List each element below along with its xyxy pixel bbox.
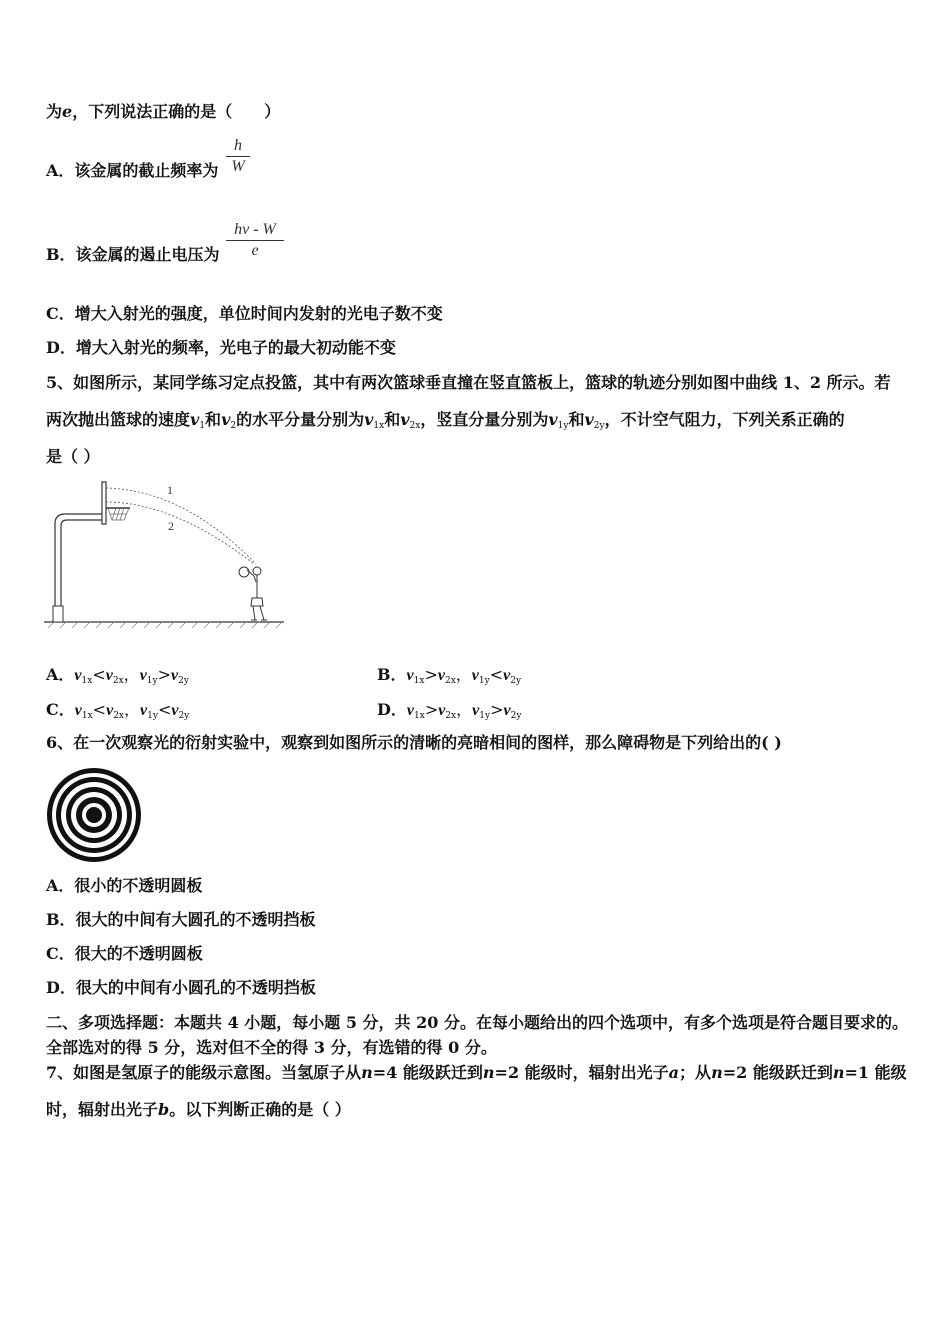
trajectory-label-2: 2	[168, 519, 174, 533]
q6-option-b: B．很大的中间有大圆孔的不透明挡板	[46, 910, 316, 929]
q5-stem-line3: 是（ ）	[46, 447, 100, 466]
trajectory-label-1: 1	[167, 483, 173, 497]
q4-option-b-fraction: hν - W e	[226, 221, 284, 260]
q7-stem-line1: 7、如图是氢原子的能级示意图。当氢原子从n=4 能级跃迁到n=2 能级时，辐射出光子a；从n=2 能级跃迁到n=1 能级	[46, 1063, 907, 1082]
q6-option-c: C．很大的不透明圆板	[46, 944, 203, 963]
q5-option-a: A．$v_{1x}<v_{2x}$，$v_{1y}>v_{2y}$	[46, 665, 189, 686]
q4-option-a-fraction: h W	[226, 137, 250, 176]
backboard	[102, 482, 106, 524]
ground-hatching	[48, 622, 282, 628]
player-figure	[239, 567, 267, 620]
basketball-figure	[44, 478, 284, 630]
q5-option-d: D．$v_{1x}>v_{2x}$，$v_{1y}>v_{2y}$	[377, 700, 522, 721]
q4-option-b: B．该金属的遏止电压为	[46, 245, 220, 264]
q4-stem-tail: 为e，下列说法正确的是（ ）	[46, 102, 281, 121]
q7-stem-line2: 时，辐射出光子b。以下判断正确的是（ ）	[46, 1100, 351, 1119]
pole-base	[53, 606, 63, 622]
diffraction-pattern	[46, 767, 142, 863]
pole-outer	[55, 514, 102, 606]
q5-stem-line2: 两次抛出篮球的速度$v_1$和$v_2$的水平分量分别为$v_{1x}$和$v_{2x}$，竖直分量分别为$v_{1y}$和$v_{2y}$，不计空气阻力，下列关系正确的	[46, 410, 845, 431]
q5-option-b: B．$v_{1x}>v_{2x}$，$v_{1y}<v_{2y}$	[377, 665, 522, 686]
q4-option-d: D．增大入射光的频率，光电子的最大初动能不变	[46, 338, 396, 357]
trajectory-2	[106, 502, 254, 564]
pole-inner	[61, 520, 102, 606]
hoop-net	[108, 508, 129, 520]
q4-option-a: A．该金属的截止频率为	[46, 161, 219, 180]
q5-stem-line1: 5、如图所示，某同学练习定点投篮，其中有两次篮球垂直撞在竖直篮板上，篮球的轨迹分别如图中曲线 1、2 所示。若	[46, 373, 891, 392]
section2-heading-line1: 二、多项选择题：本题共 4 小题，每小题 5 分，共 20 分。在每小题给出的四个选项中，有多个选项是符合题目要求的。	[46, 1013, 908, 1032]
section2-heading-line2: 全部选对的得 5 分，选对但不全的得 3 分，有选错的得 0 分。	[46, 1038, 497, 1057]
trajectory-1	[106, 488, 256, 564]
ring-center	[86, 807, 102, 823]
q6-stem: 6、在一次观察光的衍射实验中，观察到如图所示的清晰的亮暗相间的图样，那么障碍物是下列给出的( )	[46, 733, 782, 752]
q6-option-d: D．很大的中间有小圆孔的不透明挡板	[46, 978, 316, 997]
q6-option-a: A．很小的不透明圆板	[46, 876, 203, 895]
q4-option-c: C．增大入射光的强度，单位时间内发射的光电子数不变	[46, 304, 443, 323]
q5-option-c: C．$v_{1x}<v_{2x}$，$v_{1y}<v_{2y}$	[46, 700, 190, 721]
